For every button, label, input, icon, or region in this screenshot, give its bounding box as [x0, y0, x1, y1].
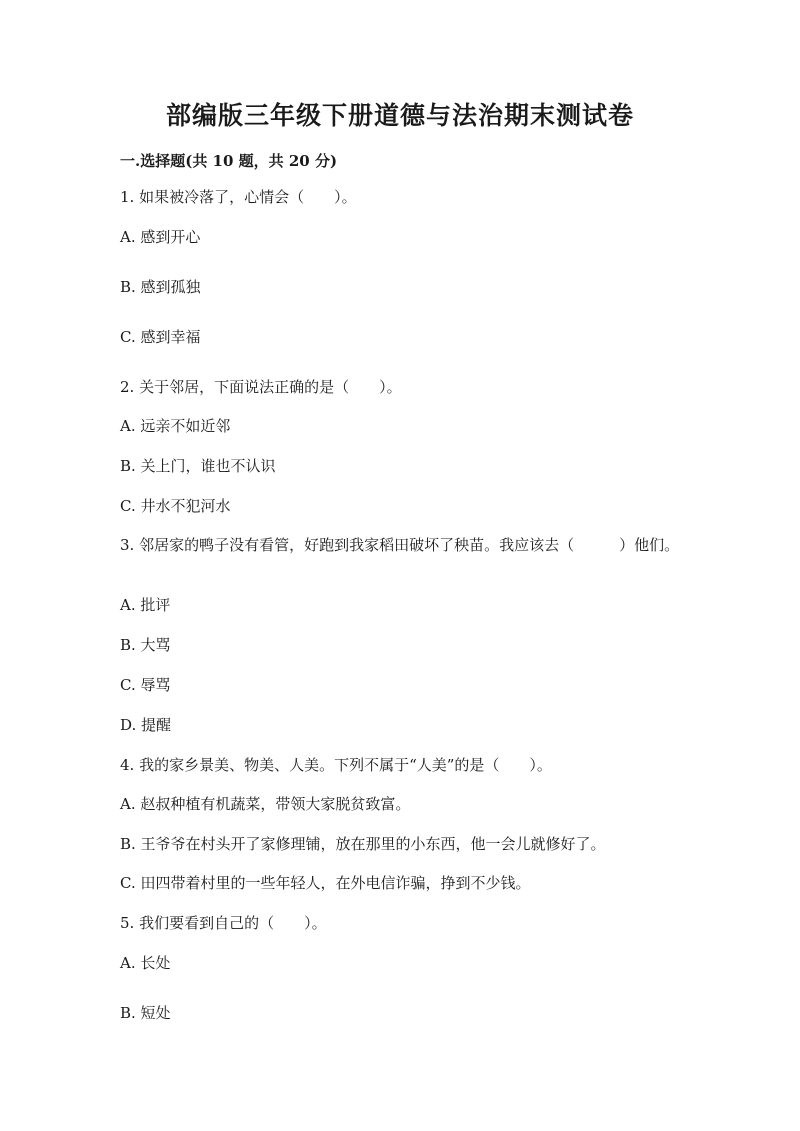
question-2-option-a: A. 远亲不如近邻	[120, 417, 231, 435]
question-2-option-c: C. 井水不犯河水	[120, 497, 231, 515]
section-heading: 一.选择题(共 10 题，共 20 分)	[120, 152, 338, 170]
question-3-stem: 3. 邻居家的鸭子没有看管，好跑到我家稻田破坏了秧苗。我应该去（ ）他们。	[120, 536, 680, 554]
question-5-stem: 5. 我们要看到自己的（ ）。	[120, 914, 327, 932]
question-1-option-c: C. 感到幸福	[120, 328, 201, 346]
question-2-stem: 2. 关于邻居，下面说法正确的是（ ）。	[120, 378, 402, 396]
question-3-option-b: B. 大骂	[120, 636, 171, 654]
question-1-option-a: A. 感到开心	[120, 228, 201, 246]
question-3-option-c: C. 辱骂	[120, 676, 171, 694]
question-5-option-a: A. 长处	[120, 954, 171, 972]
question-1-option-b: B. 感到孤独	[120, 278, 201, 296]
question-4-option-a: A. 赵叔种植有机蔬菜，带领大家脱贫致富。	[120, 795, 411, 813]
question-2-option-b: B. 关上门，谁也不认识	[120, 457, 276, 475]
question-5-option-b: B. 短处	[120, 1004, 171, 1022]
question-3-option-a: A. 批评	[120, 596, 171, 614]
question-4-stem: 4. 我的家乡景美、物美、人美。下列不属于“人美”的是（ ）。	[120, 756, 552, 774]
question-4-option-c: C. 田四带着村里的一些年轻人，在外电信诈骗，挣到不少钱。	[120, 874, 531, 892]
exam-title: 部编版三年级下册道德与法治期末测试卷	[165, 101, 634, 130]
question-1-stem: 1. 如果被冷落了，心情会（ ）。	[120, 188, 357, 206]
question-4-option-b: B. 王爷爷在村头开了家修理铺，放在那里的小东西，他一会儿就修好了。	[120, 835, 606, 853]
question-3-option-d: D. 提醒	[120, 716, 172, 734]
